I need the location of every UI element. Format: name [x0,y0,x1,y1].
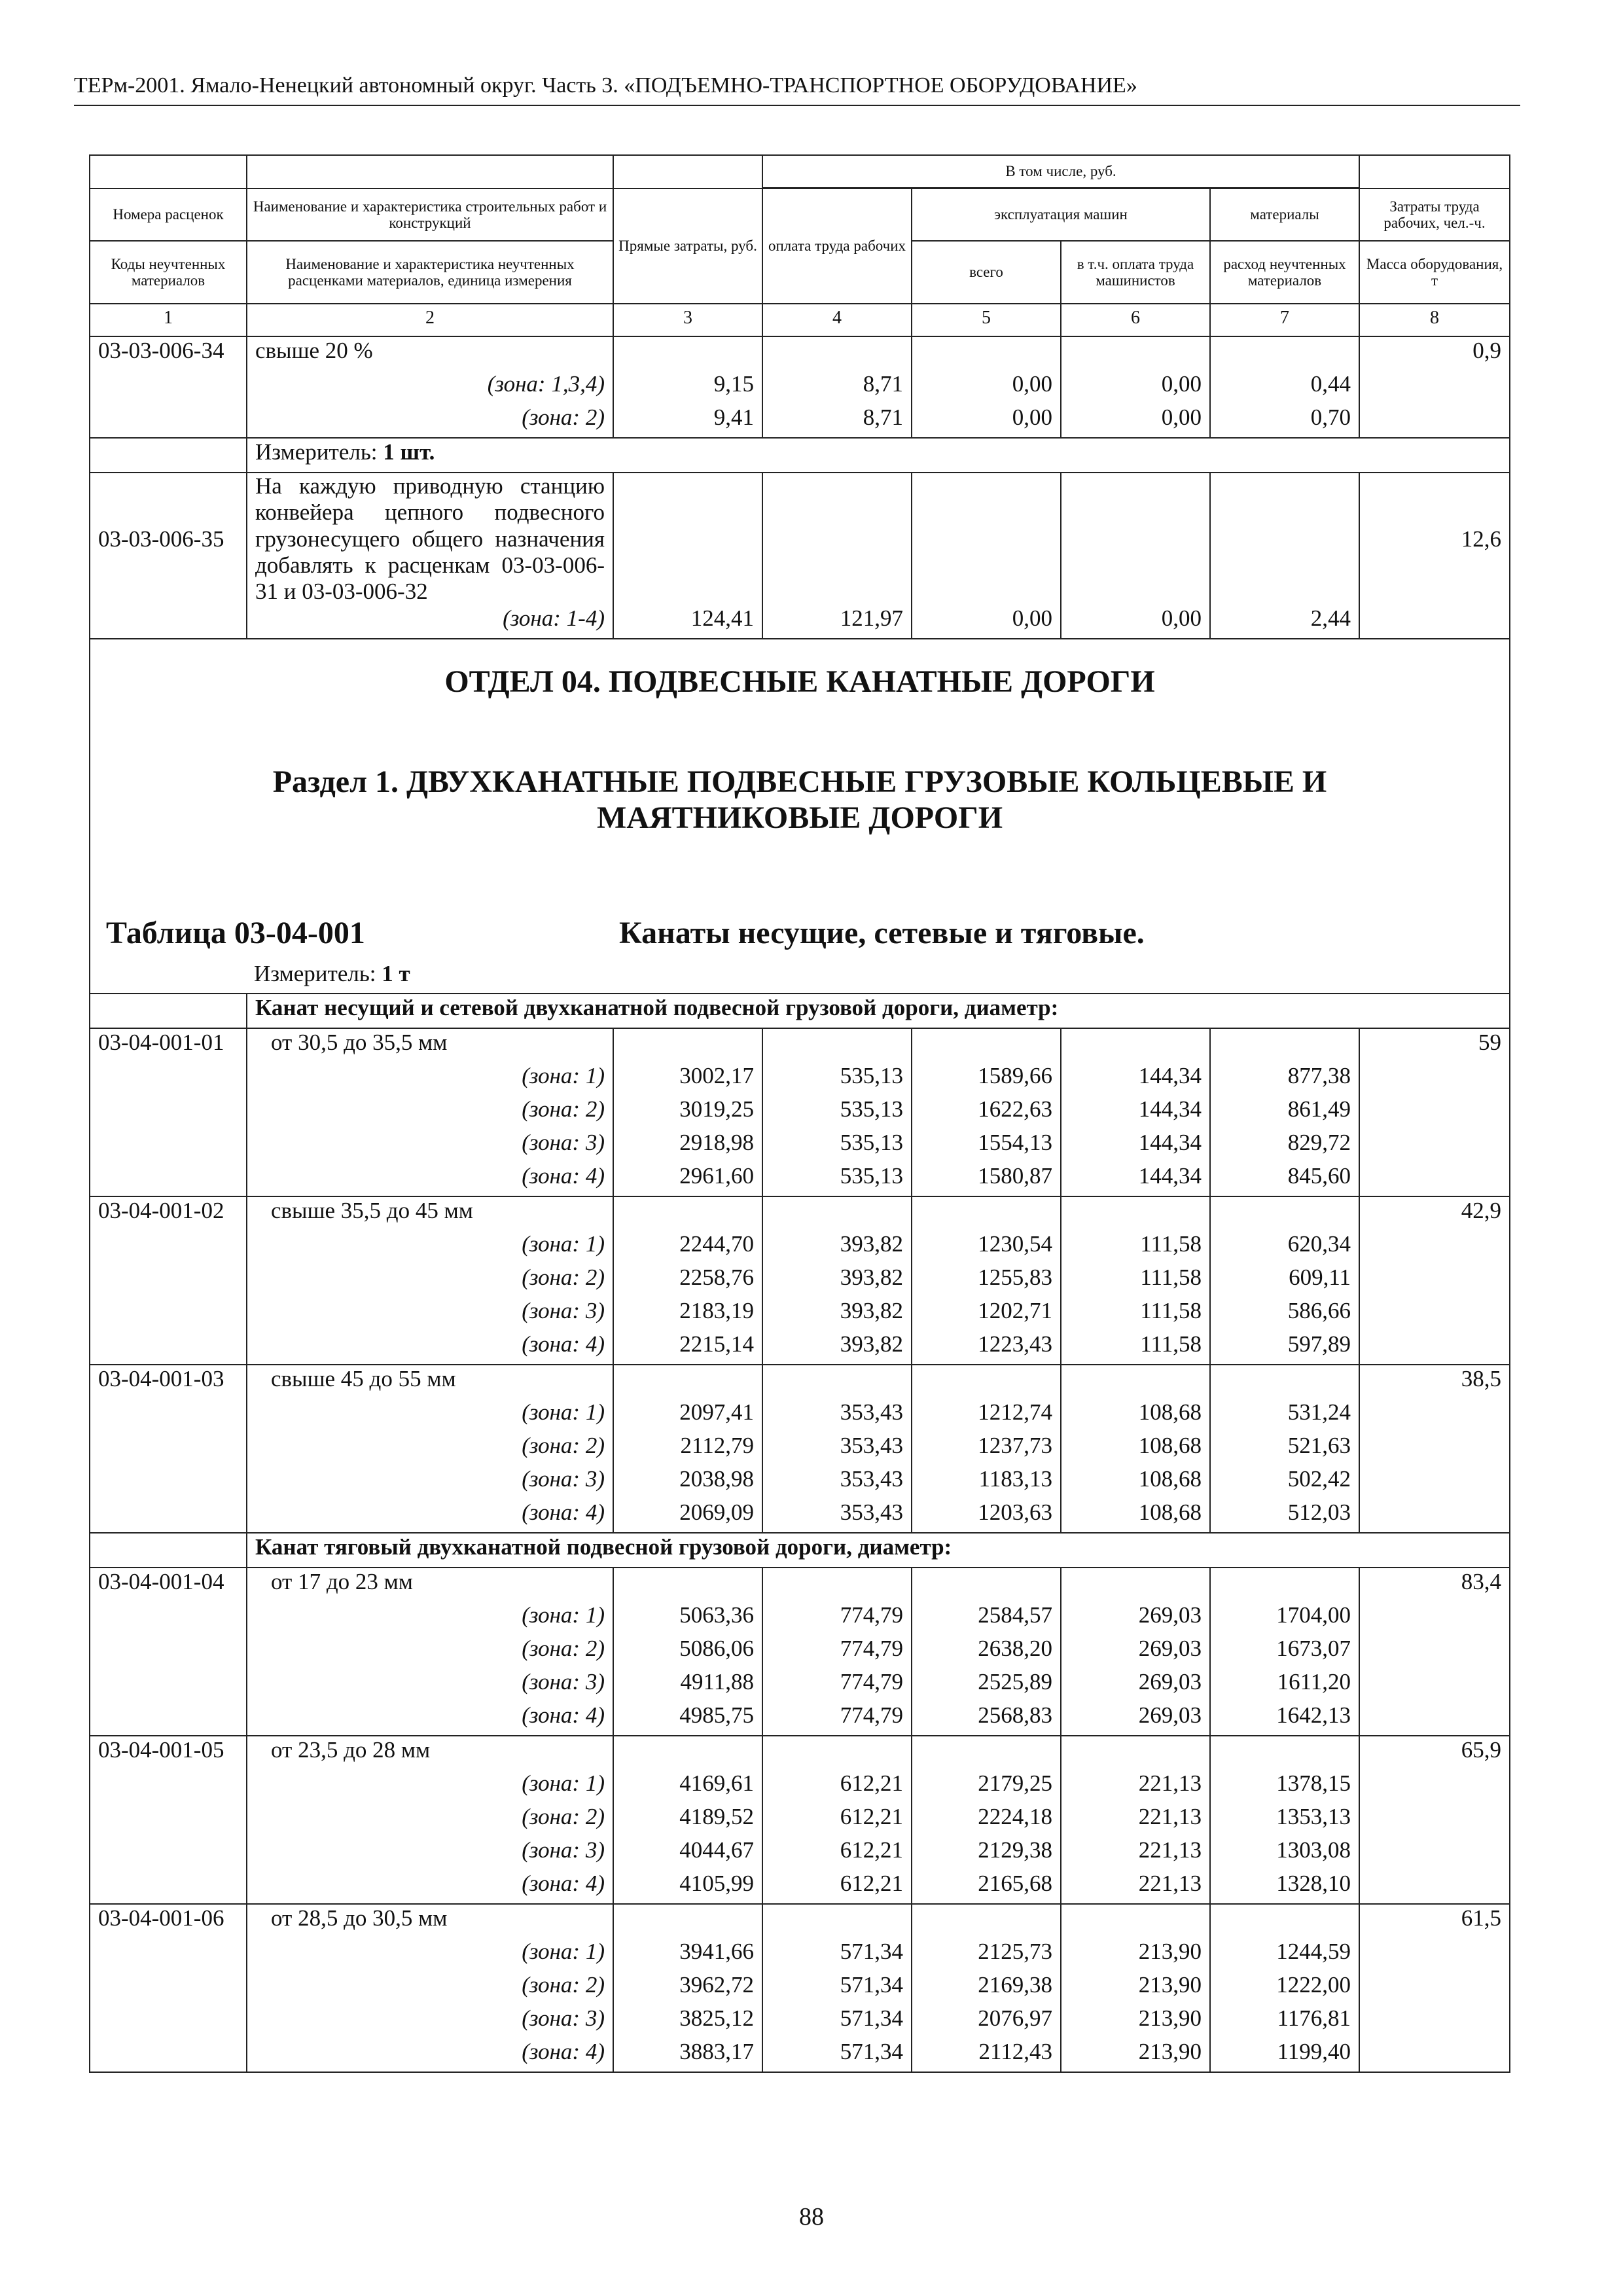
department-title: ОТДЕЛ 04. ПОДВЕСНЫЕ КАНАТНЫЕ ДОРОГИ [444,664,1155,700]
rate-name: свыше 45 до 55 мм [247,1365,613,1399]
materials-cost: 1222,00 [1210,1971,1359,2005]
direct-cost: 2038,98 [613,1465,762,1499]
zone-label: (зона: 4) [247,1702,613,1736]
materials-cost: 0,70 [1210,404,1359,438]
labor-pay: 8,71 [762,404,912,438]
measure-value: 1 шт. [383,439,435,465]
rate-name: от 30,5 до 35,5 мм [247,1028,613,1062]
direct-cost: 9,41 [613,404,762,438]
group-machines-head: эксплуатация машин [912,188,1210,241]
equipment-mass: 12,6 [1359,473,1510,605]
operator-pay: 111,58 [1061,1264,1210,1297]
rate-code: 03-04-001-02 [90,1196,247,1230]
machine-total: 1589,66 [912,1062,1061,1096]
machine-total: 2584,57 [912,1602,1061,1635]
running-header: ТЕРм-2001. Ямало-Ненецкий автономный округ. Часть 3. «ПОДЪЕМНО-ТРАНСПОРТНОЕ ОБОРУДОВАНИЕ» [74,73,1137,98]
materials-cost: 829,72 [1210,1129,1359,1162]
machine-total: 2169,38 [912,1971,1061,2005]
zone-label: (зона: 2) [247,1432,613,1465]
labor-pay: 571,34 [762,1971,912,2005]
col8-head-top [1359,155,1510,188]
col-number: 4 [762,304,912,336]
machine-total: 1212,74 [912,1399,1061,1432]
machine-total: 2638,20 [912,1635,1061,1668]
direct-cost: 3962,72 [613,1971,762,2005]
direct-cost: 2244,70 [613,1230,762,1264]
labor-pay: 393,82 [762,1230,912,1264]
labor-pay: 393,82 [762,1264,912,1297]
rate-code: 03-04-001-06 [90,1904,247,1938]
col3-head-top [613,155,762,188]
zone-label: (зона: 2) [247,1264,613,1297]
operator-pay: 213,90 [1061,2005,1210,2038]
col-number: 8 [1359,304,1510,336]
machine-total: 2165,68 [912,1870,1061,1904]
labor-pay: 353,43 [762,1432,912,1465]
rate-name: свыше 20 % [247,336,613,370]
machine-total: 1202,71 [912,1297,1061,1331]
group-incl-head: В том числе, руб. [762,155,1359,188]
zone-label: (зона: 1) [247,1399,613,1432]
machine-total: 2112,43 [912,2038,1061,2072]
labor-pay: 8,71 [762,370,912,404]
rate-name: На каждую приводную станцию конвейера цепного подвесного грузонесущего общего назначения добавлять к расценкам 03-03-006-31 и 03-03-006-32 [247,473,613,605]
col1-head-top [90,155,247,188]
direct-cost: 2918,98 [613,1129,762,1162]
zone-label: (зона: 1) [247,1062,613,1096]
labor-pay: 571,34 [762,1938,912,1971]
materials-cost: 609,11 [1210,1264,1359,1297]
zone-label: (зона: 4) [247,1499,613,1533]
direct-cost: 4169,61 [613,1770,762,1803]
operator-pay: 144,34 [1061,1062,1210,1096]
operator-pay: 0,00 [1061,370,1210,404]
operator-pay: 0,00 [1061,404,1210,438]
operator-pay: 221,13 [1061,1770,1210,1803]
col2-head: Наименование и характеристика строительных работ и конструкций [247,188,613,241]
measure-label: Измеритель: [255,439,378,465]
zone-label: (зона: 1) [247,1770,613,1803]
direct-cost: 2069,09 [613,1499,762,1533]
table-title: Канаты несущие, сетевые и тяговые. [619,916,1145,951]
machine-total: 1255,83 [912,1264,1061,1297]
materials-cost: 521,63 [1210,1432,1359,1465]
equipment-mass: 83,4 [1359,1568,1510,1602]
machine-total: 0,00 [912,404,1061,438]
labor-pay: 774,79 [762,1702,912,1736]
measure-row [254,960,410,988]
operator-pay: 111,58 [1061,1230,1210,1264]
page-number: 88 [799,2203,824,2231]
direct-cost: 2112,79 [613,1432,762,1465]
rate-name: свыше 35,5 до 45 мм [247,1196,613,1230]
materials-cost: 620,34 [1210,1230,1359,1264]
direct-cost: 2183,19 [613,1297,762,1331]
col5-head: всего [912,241,1061,304]
materials-cost: 1353,13 [1210,1803,1359,1837]
zone-label: (зона: 3) [247,1129,613,1162]
labor-pay: 535,13 [762,1096,912,1129]
machine-total: 1622,63 [912,1096,1061,1129]
materials-cost: 512,03 [1210,1499,1359,1533]
machine-total: 2224,18 [912,1803,1061,1837]
equipment-mass: 42,9 [1359,1196,1510,1230]
materials-cost: 597,89 [1210,1331,1359,1365]
col7-head: расход неучтенных материалов [1210,241,1359,304]
labor-pay: 571,34 [762,2038,912,2072]
rate-name: от 17 до 23 мм [247,1568,613,1602]
col8-head: Затраты труда рабочих, чел.-ч. [1359,188,1510,241]
labor-pay: 353,43 [762,1465,912,1499]
group-materials-head: материалы [1210,188,1359,241]
labor-pay: 393,82 [762,1331,912,1365]
direct-cost: 3825,12 [613,2005,762,2038]
operator-pay: 144,34 [1061,1162,1210,1196]
labor-pay: 774,79 [762,1602,912,1635]
zone-label: (зона: 2) [247,1096,613,1129]
measure-value: 1 т [382,961,410,987]
machine-total: 1230,54 [912,1230,1061,1264]
materials-cost: 0,44 [1210,370,1359,404]
materials-cost: 1244,59 [1210,1938,1359,1971]
machine-total: 1183,13 [912,1465,1061,1499]
operator-pay: 108,68 [1061,1399,1210,1432]
labor-pay: 353,43 [762,1499,912,1533]
measure-row [247,438,1510,473]
labor-pay: 535,13 [762,1162,912,1196]
direct-cost: 2097,41 [613,1399,762,1432]
col2-head-bottom: Наименование и характеристика неучтенных расценками материалов, единица измерения [247,241,613,304]
zone-label: (зона: 3) [247,1837,613,1870]
labor-pay: 535,13 [762,1062,912,1096]
labor-pay: 393,82 [762,1297,912,1331]
materials-cost: 861,49 [1210,1096,1359,1129]
table-number: Таблица 03-04-001 [106,916,365,951]
operator-pay: 144,34 [1061,1096,1210,1129]
machine-total: 1237,73 [912,1432,1061,1465]
machine-total: 2179,25 [912,1770,1061,1803]
zone-label: (зона: 2) [247,1635,613,1668]
machine-total: 1223,43 [912,1331,1061,1365]
col1-head: Номера расценок [90,188,247,241]
zone-label: (зона: 2) [247,404,613,438]
rate-code: 03-04-001-04 [90,1568,247,1602]
materials-cost: 845,60 [1210,1162,1359,1196]
col6-head: в т.ч. оплата труда машинистов [1061,241,1210,304]
rate-code: 03-04-001-01 [90,1028,247,1062]
zone-label: (зона: 3) [247,2005,613,2038]
col-number: 1 [90,304,247,336]
rate-name: от 28,5 до 30,5 мм [247,1904,613,1938]
machine-total: 2129,38 [912,1837,1061,1870]
direct-cost: 2258,76 [613,1264,762,1297]
direct-cost: 4911,88 [613,1668,762,1702]
operator-pay: 0,00 [1061,605,1210,639]
zone-label: (зона: 3) [247,1297,613,1331]
col8-head-bottom: Масса оборудования, т [1359,241,1510,304]
zone-label: (зона: 3) [247,1668,613,1702]
zone-label: (зона: 4) [247,1162,613,1196]
machine-total: 2076,97 [912,2005,1061,2038]
zone-label: (зона: 1) [247,1602,613,1635]
operator-pay: 269,03 [1061,1635,1210,1668]
direct-cost: 3883,17 [613,2038,762,2072]
part-title-line: МАЯТНИКОВЫЕ ДОРОГИ [596,800,1003,836]
direct-cost: 2961,60 [613,1162,762,1196]
materials-cost: 1642,13 [1210,1702,1359,1736]
machine-total: 2568,83 [912,1702,1061,1736]
labor-pay: 121,97 [762,605,912,639]
operator-pay: 144,34 [1061,1129,1210,1162]
materials-cost: 531,24 [1210,1399,1359,1432]
direct-cost: 4189,52 [613,1803,762,1837]
equipment-mass: 0,9 [1359,336,1510,370]
direct-cost: 3002,17 [613,1062,762,1096]
machine-total: 1554,13 [912,1129,1061,1162]
operator-pay: 108,68 [1061,1465,1210,1499]
col3-head: Прямые затраты, руб. [613,188,762,304]
direct-cost: 3019,25 [613,1096,762,1129]
zone-label: (зона: 4) [247,2038,613,2072]
materials-cost: 1328,10 [1210,1870,1359,1904]
group-title: Канат несущий и сетевой двухканатной подвесной грузовой дороги, диаметр: [247,994,1510,1028]
zone-label: (зона: 2) [247,1803,613,1837]
operator-pay: 213,90 [1061,1938,1210,1971]
rate-code: 03-04-001-03 [90,1365,247,1399]
col4-head: оплата труда рабочих [762,188,912,304]
zone-label: (зона: 1) [247,1230,613,1264]
materials-cost: 877,38 [1210,1062,1359,1096]
materials-cost: 2,44 [1210,605,1359,639]
group-title: Канат тяговый двухканатной подвесной грузовой дороги, диаметр: [247,1533,1510,1568]
operator-pay: 213,90 [1061,2038,1210,2072]
labor-pay: 571,34 [762,2005,912,2038]
operator-pay: 221,13 [1061,1837,1210,1870]
direct-cost: 2215,14 [613,1331,762,1365]
operator-pay: 269,03 [1061,1602,1210,1635]
zone-label: (зона: 3) [247,1465,613,1499]
materials-cost: 1673,07 [1210,1635,1359,1668]
equipment-mass: 65,9 [1359,1736,1510,1770]
direct-cost: 3941,66 [613,1938,762,1971]
operator-pay: 111,58 [1061,1331,1210,1365]
machine-total: 2125,73 [912,1938,1061,1971]
zone-label: (зона: 1) [247,1938,613,1971]
rate-name: от 23,5 до 28 мм [247,1736,613,1770]
part-title-line: Раздел 1. ДВУХКАНАТНЫЕ ПОДВЕСНЫЕ ГРУЗОВЫЕ КОЛЬЦЕВЫЕ И [272,764,1327,800]
materials-cost: 1199,40 [1210,2038,1359,2072]
direct-cost: 4985,75 [613,1702,762,1736]
rate-code: 03-04-001-05 [90,1736,247,1770]
zone-label: (зона: 4) [247,1870,613,1904]
direct-cost: 4105,99 [613,1870,762,1904]
operator-pay: 108,68 [1061,1499,1210,1533]
materials-cost: 1704,00 [1210,1602,1359,1635]
operator-pay: 221,13 [1061,1870,1210,1904]
materials-cost: 502,42 [1210,1465,1359,1499]
direct-cost: 124,41 [613,605,762,639]
direct-cost: 9,15 [613,370,762,404]
col-number: 3 [613,304,762,336]
rates-table [89,154,1510,2073]
direct-cost: 5063,36 [613,1602,762,1635]
labor-pay: 612,21 [762,1837,912,1870]
labor-pay: 774,79 [762,1668,912,1702]
materials-cost: 586,66 [1210,1297,1359,1331]
operator-pay: 269,03 [1061,1702,1210,1736]
machine-total: 1580,87 [912,1162,1061,1196]
materials-cost: 1611,20 [1210,1668,1359,1702]
header-rule [74,105,1520,106]
materials-cost: 1378,15 [1210,1770,1359,1803]
col2-head-top [247,155,613,188]
operator-pay: 108,68 [1061,1432,1210,1465]
equipment-mass: 38,5 [1359,1365,1510,1399]
zone-label: (зона: 1-4) [247,605,613,639]
labor-pay: 535,13 [762,1129,912,1162]
machine-total: 1203,63 [912,1499,1061,1533]
col-number: 5 [912,304,1061,336]
equipment-mass: 59 [1359,1028,1510,1062]
measure-label: Измеритель: [254,961,376,987]
labor-pay: 612,21 [762,1770,912,1803]
machine-total: 0,00 [912,370,1061,404]
operator-pay: 213,90 [1061,1971,1210,2005]
part-title [90,764,1509,836]
operator-pay: 269,03 [1061,1668,1210,1702]
labor-pay: 774,79 [762,1635,912,1668]
zone-label: (зона: 2) [247,1971,613,2005]
col-number: 2 [247,304,613,336]
col1-head-bottom: Коды неучтенных материалов [90,241,247,304]
materials-cost: 1176,81 [1210,2005,1359,2038]
labor-pay: 612,21 [762,1870,912,1904]
equipment-mass: 61,5 [1359,1904,1510,1938]
machine-total: 2525,89 [912,1668,1061,1702]
labor-pay: 612,21 [762,1803,912,1837]
operator-pay: 111,58 [1061,1297,1210,1331]
labor-pay: 353,43 [762,1399,912,1432]
materials-cost: 1303,08 [1210,1837,1359,1870]
machine-total: 0,00 [912,605,1061,639]
zone-label: (зона: 4) [247,1331,613,1365]
operator-pay: 221,13 [1061,1803,1210,1837]
rate-code: 03-03-006-34 [90,336,247,370]
zone-label: (зона: 1,3,4) [247,370,613,404]
rate-code: 03-03-006-35 [90,473,247,605]
direct-cost: 5086,06 [613,1635,762,1668]
col-number: 6 [1061,304,1210,336]
col-number: 7 [1210,304,1359,336]
direct-cost: 4044,67 [613,1837,762,1870]
